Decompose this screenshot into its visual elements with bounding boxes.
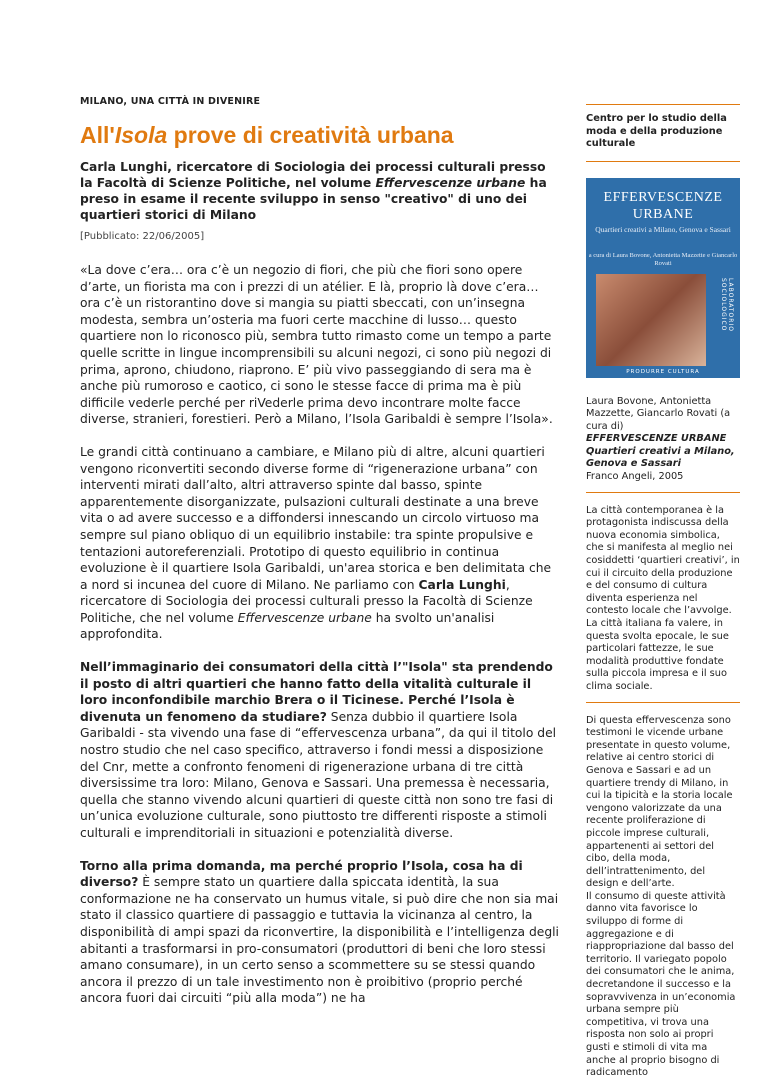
section-kicker: MILANO, UNA CITTÀ IN DIVENIRE: [80, 96, 261, 107]
title-italic: Isola: [114, 122, 168, 148]
question-1: Nell’immaginario dei consumatori della città l’"Isola" sta prendendo il posto di altri quartieri che hanno fatto della vitalità culturale il loro inconfondibile marchio Brera o il Ticinese. Perché l’Isola è divenuta un fenomeno da studiare?: [80, 660, 553, 724]
lead-italic: Effervescenze urbane: [375, 176, 526, 190]
sidebar-heading: Centro per lo studio della moda e della produzione culturale: [586, 113, 727, 149]
book-description-3: Il consumo di queste attività danno vita favorisce lo sviluppo di forme di aggregazione e di riappropriazione dal basso del territorio. Il variegato popolo dei consumatori che le anima, decretandone il successo e la sopravvivenza in un’economia urbana sempre più competitiva, vi trova una risposta non solo ai propri gusti e stimoli di vita ma anche al proprio bisogno di radicamento: [586, 890, 736, 1079]
sidebar-rule-3: [586, 702, 740, 703]
answer-1: Senza dubbio il quartiere Isola Garibaldi - sta vivendo una fase di “effervescenza urbana”, da qui il titolo del nostro studio che nel caso specifico, attraverso i fondi messi a disposizione del Cnr, mette a confronto fenomeni di rigenerazione urbana di tre città diversissime tra loro: Milano, Genova e Sassari. Una premessa è necessaria, quella che stanno vivendo alcuni quartieri di queste città non sono tre fasi di un’unica evoluzione culturale, sono piuttosto tre differenti risposte a stimoli culturali e imprenditoriali in situazioni e potenzialità diverse.: [80, 709, 557, 840]
paragraph-1: «La dove c’era… ora c’è un negozio di fiori, che più che fiori sono opere d’arte, un fiorista ma con i prezzi di un atélier. E là, proprio là dove c’era… ora c’è un ristorantino dove si mangia su piatti sbeccati, con un’insegna modesta, sembra un’osteria ma fuori certe macchine di lusso… questo quartiere non lo riconosco più, sembra tutto rimasto come un tempo a parte quelle scritte in lingue incomprensibili su alcuni negozi, ci sono più negozi di prima, aprono, chiudono, riaprono. E’ più vivo passeggiando di sera ma è anche più rumoroso e caotico, ci sono le stesse facce di prima ma è più difficile vederle perché per riVederle prima devo incontrare molte facce diverse, stranieri, forestieri. Però a Milano, l’Isola Garibaldi è sempre l’Isola».: [80, 263, 553, 427]
article: [80, 96, 560, 1023]
publish-date: [Pubblicato: 22/06/2005]: [80, 231, 205, 242]
cover-subtitle: Quartieri creativi a Milano, Genova e Sassari: [595, 224, 731, 234]
book-authors: Laura Bovone, Antonietta Mazzette, Giancarlo Rovati (a cura di): [586, 395, 731, 432]
book-title: EFFERVESCENZE URBANE Quartieri creativi a Milano, Genova e Sassari: [586, 433, 735, 470]
p2-italic: Effervescenze urbane: [237, 610, 372, 625]
sidebar: [586, 104, 740, 1080]
sidebar-head-rule: [586, 161, 740, 162]
lead-pre: Carla Lunghi, ricercatore di Sociologia dei processi culturali presso la Facoltà di Scienze Politiche, nel volume: [80, 160, 546, 190]
p2-pre: Le grandi città continuano a cambiare, e Milano più di altre, alcuni quartieri vengono riconvertiti secondo diverse forme di “rigenerazione urbana” con interventi mirati dall’alto, altri attraverso spinte dal basso, spinte apparentemente disorganizzate, pulsazioni culturali destinate a una breve vita o ad avere successo e a diffondersi innescando un circolo virtuoso ma sempre sul piano obliquo di un equilibrio instabile: tra spinte propulsive e tentazioni autoreferenziali. Prototipo di questo equilibrio in continua evoluzione è il quartiere Isola Garibaldi, un'area storica e ben delimitata che a nord si incunea del cuore di Milano. Ne parliamo con: [80, 444, 552, 592]
cover-title-2: URBANE: [632, 206, 694, 222]
qa-1: [80, 659, 560, 842]
title-post: prove di creatività urbana: [167, 122, 454, 148]
title-pre: All': [80, 122, 115, 148]
cover-editors: a cura di Laura Bovone, Antonietta Mazzette e Giancarlo Rovati: [588, 251, 738, 267]
question-2: Torno alla prima domanda, ma perché proprio l’Isola, cosa ha di diverso?: [80, 858, 523, 890]
book-description-2: Di questa effervescenza sono testimoni le vicende urbane presentate in questo volume, relative ai centro storici di Genova e Sassari e ad un quartiere trendy di Milano, in cui la tipicità e la storia locale vengono valorizzate da una recente proliferazione di piccole imprese culturali, appartenenti ai settori del cibo, della moda, dell’intrattenimento, del design e dell’arte.: [586, 714, 733, 890]
book-info: [586, 396, 740, 484]
book-cover: [586, 178, 740, 378]
book-publisher: Franco Angeli, 2005: [586, 471, 684, 483]
sidebar-rule-2: [586, 492, 740, 493]
book-description-1: La città contemporanea è la protagonista indiscussa della nuova economia simbolica, che si manifesta al meglio nei cosiddetti ‘quartieri creativi’, in cui il circuito della produzione e del consumo di cultura diventa esperienza nel contesto locale che l’avvolge. La città italiana fa valere, in questa svolta epocale, le sue particolari fattezze, le sue modalità produttive fondate sulla piccola impresa e il suo clima sociale.: [586, 504, 740, 692]
article-lead: [80, 159, 560, 223]
cover-series: LABORATORIO SOCIOLOGICO: [720, 277, 734, 332]
cover-footer: PRODURRE CULTURA: [626, 368, 700, 375]
answer-2: È sempre stato un quartiere dalla spiccata identità, la sua conformazione ne ha conservato un humus vitale, si può dire che non sia mai stato il classico quartiere di passaggio e tuttavia la vicinanza al centro, la disponibilità di ampi spazi da riconvertire, la disponibilità e l’intelligenza degli abitanti a trasformarsi in pro-consumatori (produttori di beni che loro stessi amano consumare), in un certo senso a scommettere su se stessi quando ancora il prezzo di un tale investimento non è proibitivo (proprio perché ancora fuori dai circuiti “più alla moda”) ne ha: [80, 875, 559, 1006]
lead-post: ha preso in esame il recente sviluppo in senso "creativo" di uno dei quartieri storici di Milano: [80, 176, 547, 222]
p2-post: ha svolto un'analisi approfondita.: [80, 610, 495, 642]
qa-2: [80, 858, 560, 1007]
p2-name: Carla Lunghi: [418, 577, 506, 592]
p2-mid: , ricercatore di Sociologia dei processi culturali presso la Facoltà di Scienze Politiche, che nel volume: [80, 577, 533, 625]
cover-title-1: EFFERVESCENZE: [603, 189, 723, 205]
article-title: [80, 121, 560, 149]
cover-artwork: [596, 274, 706, 366]
paragraph-2: [80, 444, 560, 643]
